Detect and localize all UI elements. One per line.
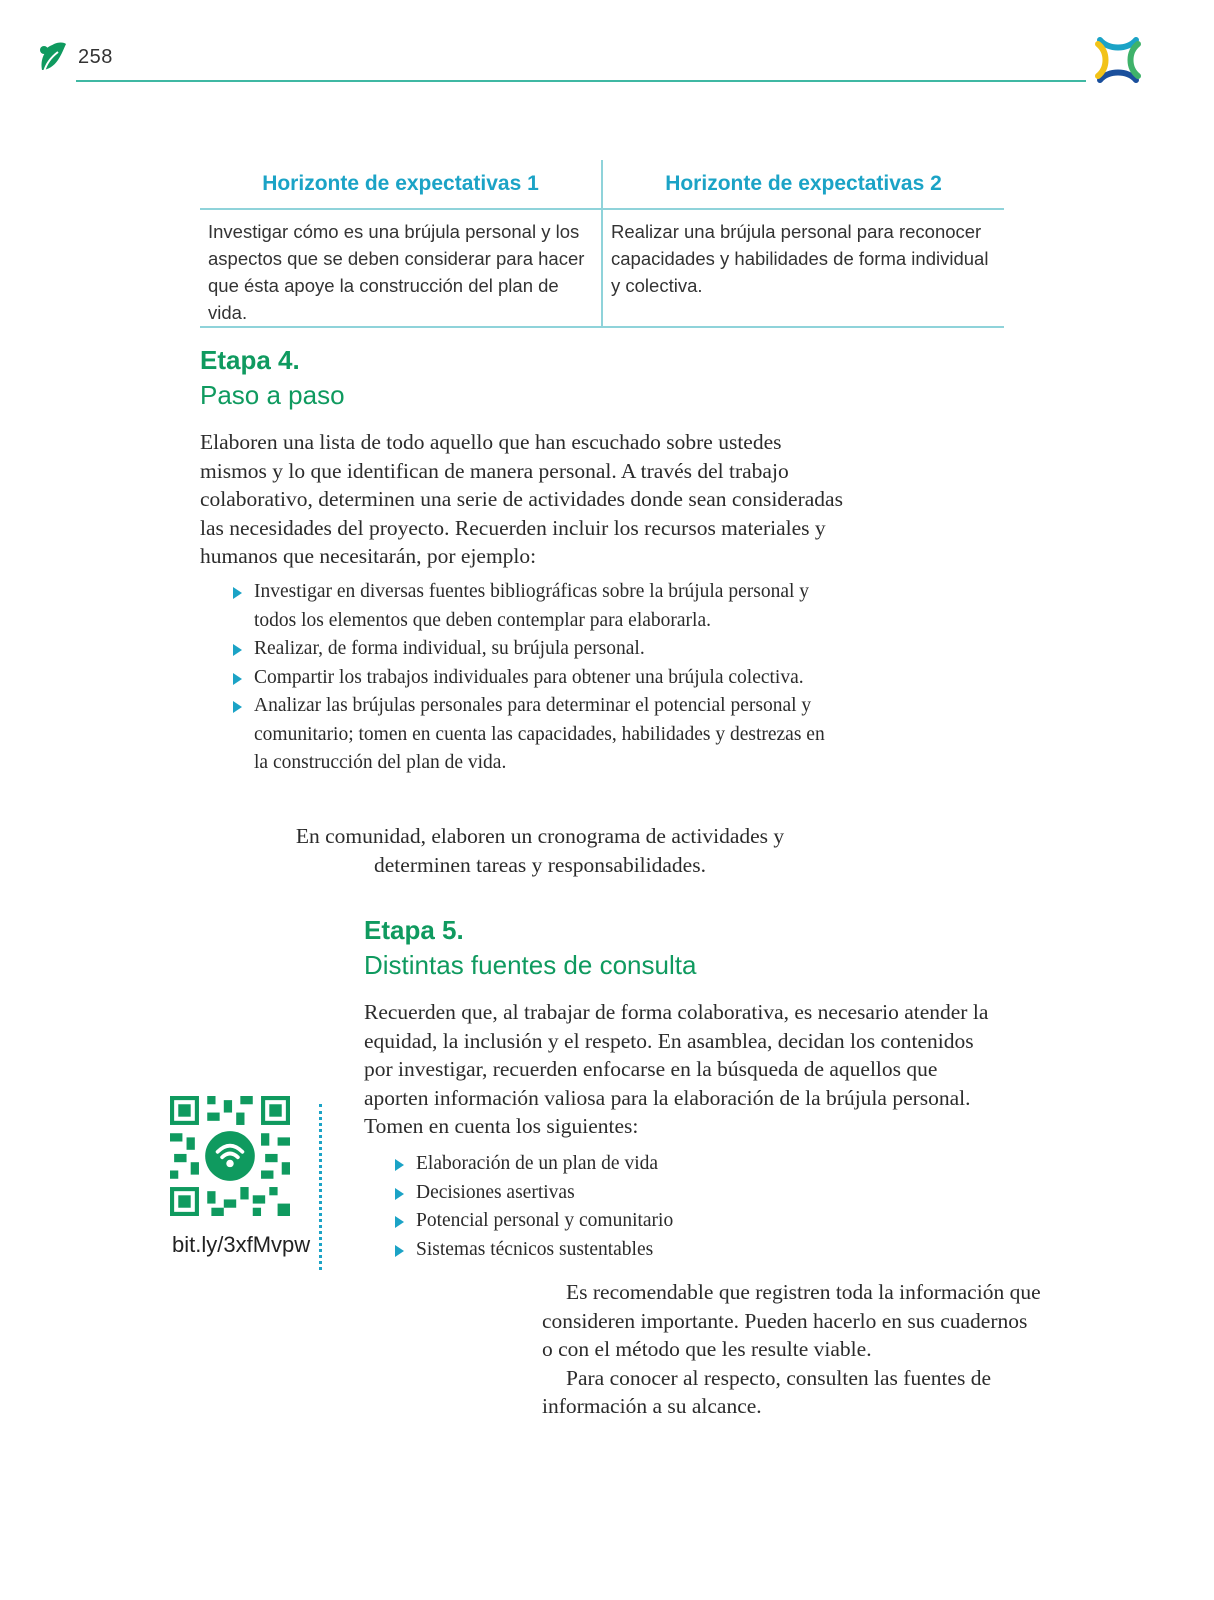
- closing-paragraph-2: Para conocer al respecto, consulten las fuentes de información a su alcance.: [542, 1365, 992, 1419]
- list-item: Potencial personal y comunitario: [390, 1207, 790, 1236]
- list-item: Realizar, de forma individual, su brújula personal.: [228, 635, 838, 664]
- qr-code-icon[interactable]: [170, 1096, 290, 1216]
- triangle-bullet-icon: [233, 673, 242, 685]
- closing-text: [542, 1278, 1042, 1421]
- stage4-title: Etapa 4.: [200, 345, 300, 375]
- closing-paragraph-1: Es recomendable que registren toda la información que consideren importante. Pueden hacerlo en sus cuadernos o con el método que les resulte viable.: [542, 1280, 1041, 1362]
- triangle-bullet-icon: [395, 1216, 404, 1228]
- list-item: Sistemas técnicos sustentables: [390, 1236, 790, 1265]
- stage5-title: Etapa 5.: [364, 915, 464, 945]
- table-bottom-rule: [200, 326, 1004, 328]
- triangle-bullet-icon: [233, 644, 242, 656]
- leaf-icon: [36, 40, 68, 74]
- header-rule: [76, 80, 1086, 82]
- table-header-2: Horizonte de expectativas 2: [603, 160, 1004, 210]
- stage5-subtitle: Distintas fuentes de consulta: [364, 950, 697, 980]
- table-header-1: Horizonte de expectativas 1: [200, 160, 601, 210]
- list-item: Analizar las brújulas personales para determinar el potencial personal y comunitario; tomen en cuenta las capacidades, habilidades y destrezas en la construcción del plan de vida.: [228, 692, 838, 778]
- stage5-paragraph: [364, 998, 1004, 1141]
- triangle-bullet-icon: [233, 587, 242, 599]
- list-item: Investigar en diversas fuentes bibliográficas sobre la brújula personal y todos los elementos que deben contemplar para elaborarla.: [228, 578, 838, 635]
- stage5-bullet-list: [390, 1150, 790, 1264]
- table-column-1: [200, 160, 601, 326]
- stage5-paragraph-text: Recuerden que, al trabajar de forma colaborativa, es necesario atender la equidad, la inclusión y el respeto. En asamblea, decidan los contenidos por investigar, recuerden enfocarse en la búsqueda de aquellos que aporten información valiosa para la elaboración de la brújula personal. Tomen en cuenta los siguientes:: [364, 1000, 989, 1139]
- qr-divider: [319, 1104, 322, 1270]
- table-column-2: [603, 160, 1004, 326]
- stage4-paragraph: [200, 428, 848, 571]
- list-item: Elaboración de un plan de vida: [390, 1150, 790, 1179]
- stage4-paragraph-text: Elaboren una lista de todo aquello que han escuchado sobre ustedes mismos y lo que identifican de manera personal. A través del trabajo colaborativo, determinen una serie de actividades donde sean consideradas las necesidades del proyecto. Recuerden incluir los recursos materiales y humanos que necesitarán, por ejemplo:: [200, 430, 843, 569]
- list-item: Compartir los trabajos individuales para obtener una brújula colectiva.: [228, 664, 838, 693]
- triangle-bullet-icon: [395, 1159, 404, 1171]
- triangle-bullet-icon: [395, 1245, 404, 1257]
- community-note: En comunidad, elaboren un cronograma de actividades y determinen tareas y responsabilidades.: [295, 824, 785, 877]
- stage4-bullet-list: [228, 578, 838, 778]
- list-item: Decisiones asertivas: [390, 1179, 790, 1208]
- community-logo-icon: [1090, 32, 1146, 88]
- triangle-bullet-icon: [395, 1188, 404, 1200]
- stage4-subtitle: Paso a paso: [200, 380, 345, 410]
- qr-link[interactable]: bit.ly/3xfMvpw: [172, 1232, 311, 1257]
- page-number: 258: [78, 46, 113, 68]
- table-cell-1: Investigar cómo es una brújula personal y los aspectos que se deben considerar para hacer que ésta apoye la construcción del plan de vida.: [208, 221, 585, 323]
- table-cell-2: Realizar una brújula personal para reconocer capacidades y habilidades de forma individual y colectiva.: [611, 221, 989, 296]
- triangle-bullet-icon: [233, 701, 242, 713]
